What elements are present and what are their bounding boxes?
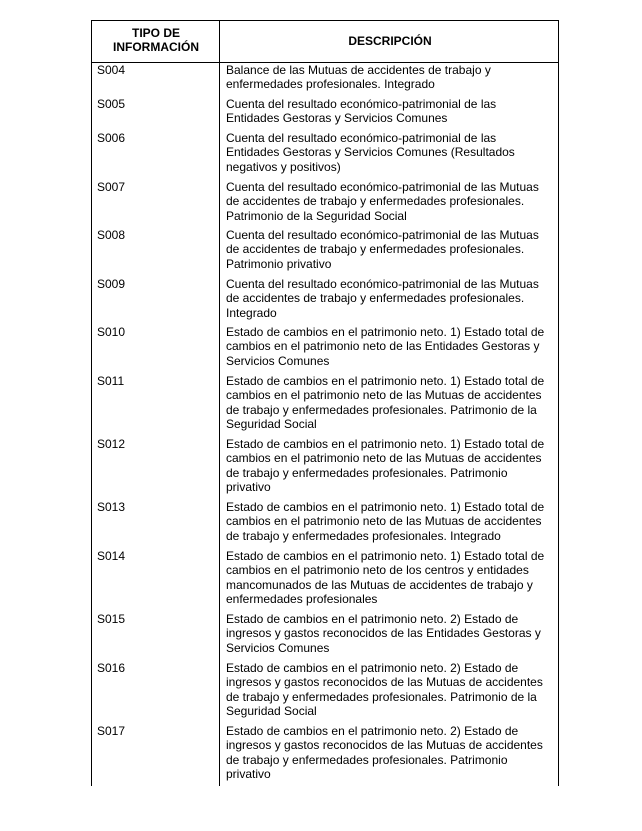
row-description xyxy=(226,437,558,495)
row-code: S009 xyxy=(97,277,126,291)
description-line: Cuenta del resultado económico-patrimonial de las Mutuas xyxy=(226,228,539,242)
description-line: de trabajo y enfermedades profesionales. Patrimonio de la xyxy=(226,689,537,704)
row-description xyxy=(226,612,558,655)
description-line: Balance de las Mutuas de accidentes de trabajo y xyxy=(226,63,491,77)
description-line: Servicios Comunes xyxy=(226,353,330,368)
description-line: de accidentes de trabajo y enfermedades profesionales. xyxy=(226,291,525,306)
description-line: ingresos y gastos reconocidos de las Mutuas de accidentes xyxy=(226,675,543,690)
description-line: Estado de cambios en el patrimonio neto. 1) Estado total de xyxy=(226,374,545,388)
description-line: Estado de cambios en el patrimonio neto. 1) Estado total de xyxy=(226,325,545,339)
information-table xyxy=(91,20,559,786)
row-description xyxy=(226,500,558,543)
description-line: Patrimonio de la Seguridad Social xyxy=(226,208,407,223)
table-header xyxy=(92,21,558,63)
row-code: S017 xyxy=(97,724,126,738)
header-tipo-line2: INFORMACIÓN xyxy=(113,40,199,54)
column-divider xyxy=(219,21,220,786)
row-code: S008 xyxy=(97,228,126,242)
row-description xyxy=(226,724,558,782)
row-code: S010 xyxy=(97,325,126,339)
row-code: S012 xyxy=(97,437,126,451)
description-line: Cuenta del resultado económico-patrimonial de las xyxy=(226,131,497,145)
row-description xyxy=(226,63,558,92)
header-descripcion: DESCRIPCIÓN xyxy=(348,34,432,48)
row-description xyxy=(226,277,558,320)
description-line: privativo xyxy=(226,767,271,782)
description-line: negativos y positivos) xyxy=(226,159,341,174)
description-line: Integrado xyxy=(226,305,277,320)
description-line: Estado de cambios en el patrimonio neto. 1) Estado total de xyxy=(226,549,545,563)
row-code: S006 xyxy=(97,131,126,145)
description-line: Cuenta del resultado económico-patrimonial de las xyxy=(226,97,497,111)
row-code: S005 xyxy=(97,97,126,111)
description-line: de trabajo y enfermedades profesionales. Patrimonio de la xyxy=(226,402,537,417)
row-code: S013 xyxy=(97,500,126,514)
description-line: ingresos y gastos reconocidos de las Mutuas de accidentes xyxy=(226,738,543,753)
description-line: cambios en el patrimonio neto de las Entidades Gestoras y xyxy=(226,339,540,354)
description-line: Estado de cambios en el patrimonio neto. 2) Estado de xyxy=(226,724,519,738)
row-description xyxy=(226,131,558,174)
description-line: de trabajo y enfermedades profesionales. Patrimonio xyxy=(226,465,508,480)
description-line: enfermedades profesionales xyxy=(226,592,378,607)
row-description xyxy=(226,549,558,607)
description-line: Seguridad Social xyxy=(226,704,317,719)
description-line: Estado de cambios en el patrimonio neto. 1) Estado total de xyxy=(226,437,545,451)
description-line: Estado de cambios en el patrimonio neto. 2) Estado de xyxy=(226,612,519,626)
row-code: S007 xyxy=(97,180,126,194)
row-description xyxy=(226,325,558,368)
description-line: ingresos y gastos reconocidos de las Entidades Gestoras y xyxy=(226,626,541,641)
description-line: cambios en el patrimonio neto de las Mutuas de accidentes xyxy=(226,514,542,529)
description-line: Estado de cambios en el patrimonio neto. 2) Estado de xyxy=(226,661,519,675)
row-description xyxy=(226,228,558,271)
description-line: Entidades Gestoras y Servicios Comunes (Resultados xyxy=(226,145,515,160)
description-line: de accidentes de trabajo y enfermedades profesionales. xyxy=(226,194,525,209)
description-line: de trabajo y enfermedades profesionales. Integrado xyxy=(226,528,501,543)
description-line: enfermedades profesionales. Integrado xyxy=(226,77,435,92)
description-line: Estado de cambios en el patrimonio neto. 1) Estado total de xyxy=(226,500,545,514)
description-line: Patrimonio privativo xyxy=(226,256,332,271)
description-line: mancomunados de las Mutuas de accidentes de trabajo y xyxy=(226,577,533,592)
row-description xyxy=(226,374,558,432)
description-line: Seguridad Social xyxy=(226,417,317,432)
row-description xyxy=(226,661,558,719)
description-line: Entidades Gestoras y Servicios Comunes xyxy=(226,111,448,126)
header-tipo-line1: TIPO DE xyxy=(131,26,180,40)
description-line: de trabajo y enfermedades profesionales. Patrimonio xyxy=(226,752,508,767)
row-code: S004 xyxy=(97,63,126,77)
description-line: cambios en el patrimonio neto de las Mutuas de accidentes xyxy=(226,451,542,466)
row-code: S014 xyxy=(97,549,126,563)
description-line: de accidentes de trabajo y enfermedades profesionales. xyxy=(226,242,525,257)
description-line: Servicios Comunes xyxy=(226,640,330,655)
row-code: S011 xyxy=(97,374,125,388)
header-tipo-informacion xyxy=(92,26,220,54)
description-line: cambios en el patrimonio neto de los centros y entidades xyxy=(226,563,529,578)
description-line: Cuenta del resultado económico-patrimonial de las Mutuas xyxy=(226,277,539,291)
row-description xyxy=(226,180,558,223)
description-line: privativo xyxy=(226,480,271,495)
row-code: S015 xyxy=(97,612,126,626)
row-code: S016 xyxy=(97,661,126,675)
description-line: Cuenta del resultado económico-patrimonial de las Mutuas xyxy=(226,180,539,194)
row-description xyxy=(226,97,558,126)
description-line: cambios en el patrimonio neto de las Mutuas de accidentes xyxy=(226,388,542,403)
